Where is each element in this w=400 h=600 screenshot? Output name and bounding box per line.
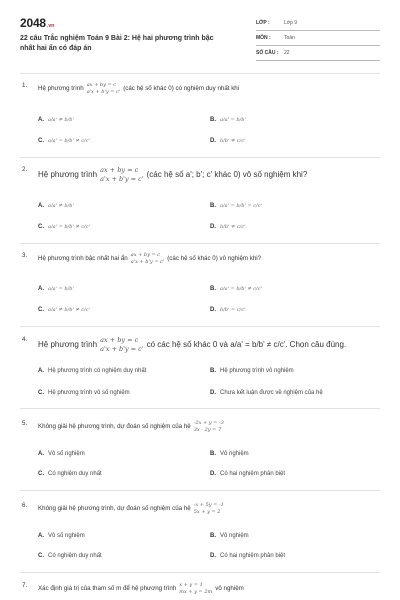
- option-label: A.: [38, 451, 44, 457]
- option-c[interactable]: [38, 553, 102, 559]
- option-label: B.: [210, 286, 216, 292]
- question-text: [38, 336, 346, 353]
- equation-line: a'x + b'y = c': [130, 258, 165, 265]
- site-logo[interactable]: [20, 16, 54, 30]
- option-c[interactable]: [38, 390, 130, 396]
- meta-key: LỚP :: [256, 20, 270, 26]
- divider: [20, 408, 380, 409]
- question-tail: (các hệ số a'; b'; c' khác 0) vô số nghiệm khi?: [146, 170, 308, 179]
- equation-line: 5x + y = 2: [193, 508, 221, 515]
- equation-system: [87, 82, 121, 95]
- question-number: 6.: [22, 502, 28, 509]
- option-text: a/a' = b/b': [220, 117, 246, 123]
- option-a[interactable]: [38, 203, 74, 209]
- option-text: a/a' = b/b' = c/c': [220, 203, 262, 209]
- option-text: Vô số nghiệm: [48, 533, 85, 539]
- meta-key: MÔN :: [256, 35, 271, 41]
- question-tail: vô nghiệm: [215, 585, 244, 592]
- equation-line: 3x - 2y = 7: [193, 426, 222, 433]
- question-text: [38, 252, 261, 265]
- equation-line: -2x + y = -3: [193, 420, 224, 426]
- meta-value: Toán: [284, 35, 295, 41]
- question-lead: Không giải hệ phương trình, dự đoán số nghiệm của hệ: [38, 505, 191, 512]
- equation-line: a'x + b'y = c': [100, 174, 144, 183]
- question-tail: (các hệ số khác 0) có nghiệm duy nhất khi: [123, 85, 240, 92]
- option-text: Vô nghiệm: [220, 451, 249, 457]
- option-label: B.: [210, 368, 216, 374]
- question-number: 1.: [22, 82, 28, 89]
- option-text: Vô nghiệm: [220, 533, 249, 539]
- equation-line: ax + by = c: [130, 252, 161, 258]
- option-c[interactable]: [38, 138, 90, 144]
- equation-line: mx + y = 2m: [179, 588, 213, 595]
- equation-line: ax + by = c: [100, 336, 139, 344]
- option-a[interactable]: [38, 117, 74, 123]
- question-number: 4.: [22, 336, 28, 343]
- option-label: D.: [210, 138, 216, 144]
- equation-line: x + y = 1: [179, 582, 203, 588]
- option-text: a/a' = b/b' ≠ c/c': [48, 138, 90, 144]
- option-b[interactable]: [210, 203, 262, 209]
- option-label: A.: [38, 368, 44, 374]
- question-text: [38, 420, 227, 433]
- equation-system: [194, 420, 224, 433]
- logo-suffix: .vn: [46, 23, 55, 29]
- question-number: 5.: [22, 420, 28, 427]
- option-label: B.: [210, 533, 216, 539]
- option-label: D.: [210, 390, 216, 396]
- option-b[interactable]: [210, 286, 262, 292]
- meta-value: 22: [284, 50, 290, 56]
- option-b[interactable]: [210, 368, 294, 374]
- equation-system: [194, 502, 224, 515]
- option-text: Vô số nghiệm: [48, 451, 85, 457]
- divider: [20, 157, 380, 158]
- meta-count: [256, 46, 380, 61]
- question-number: 7.: [22, 582, 28, 589]
- option-text: Có hai nghiệm phân biệt: [220, 553, 286, 559]
- equation-line: a'x + b'y = c': [100, 344, 144, 353]
- option-label: A.: [38, 117, 44, 123]
- document-title: 22 câu Trắc nghiệm Toán 9 Bài 2: Hệ hai phương trình bậc nhất hai ẩn có đáp án: [20, 35, 214, 52]
- question-lead: Hệ phương trình bậc nhất hai ẩn: [38, 255, 128, 262]
- option-text: a/a' = b/b' ≠ c/c': [48, 224, 90, 230]
- option-label: D.: [210, 553, 216, 559]
- question-number: 2.: [22, 166, 28, 173]
- option-d[interactable]: [210, 307, 246, 313]
- question-lead: Hệ phương trình: [38, 85, 84, 92]
- divider: [20, 326, 380, 327]
- option-text: Có nghiệm duy nhất: [48, 471, 102, 477]
- option-text: a/a' ≠ b/b': [48, 203, 74, 209]
- option-a[interactable]: [38, 286, 74, 292]
- option-text: Chưa kết luận được về nghiệm của hệ: [220, 390, 323, 396]
- equation-system: [100, 336, 144, 353]
- option-b[interactable]: [210, 451, 249, 457]
- option-c[interactable]: [38, 307, 90, 313]
- option-text: b/b' ≠ c/c': [220, 138, 246, 144]
- option-d[interactable]: [210, 553, 285, 559]
- option-label: C.: [38, 224, 44, 230]
- option-text: a/a' ≠ b/b' ≠ c/c': [48, 307, 90, 313]
- question-lead: Xác định giá trị của tham số m để hệ phương trình: [38, 585, 177, 592]
- divider: [20, 572, 380, 573]
- meta-class: [256, 16, 380, 31]
- meta-key: SỐ CÂU :: [256, 50, 279, 56]
- option-label: B.: [210, 451, 216, 457]
- question-tail: có các hệ số khác 0 và a/a' = b/b' ≠ c/c'. Chọn câu đúng.: [146, 340, 347, 349]
- equation-system: [100, 166, 144, 183]
- option-label: C.: [38, 138, 44, 144]
- option-label: A.: [38, 286, 44, 292]
- option-label: B.: [210, 203, 216, 209]
- option-label: A.: [38, 533, 44, 539]
- option-d[interactable]: [210, 471, 285, 477]
- meta-subject: [256, 31, 380, 46]
- question-lead: Không giải hệ phương trình, dự đoán số nghiệm của hệ: [38, 423, 191, 430]
- option-text: Có nghiệm duy nhất: [48, 553, 102, 559]
- option-text: b/b' ≠ c/c': [220, 224, 246, 230]
- option-a[interactable]: [38, 533, 85, 539]
- option-d[interactable]: [210, 390, 323, 396]
- option-label: C.: [38, 390, 44, 396]
- question-lead: Hệ phương trình: [38, 340, 98, 349]
- option-text: Hệ phương trình vô nghiệm: [220, 368, 294, 374]
- option-c[interactable]: [38, 471, 102, 477]
- option-text: a/a' = b/b': [48, 286, 74, 292]
- divider: [20, 490, 380, 491]
- equation-system: [131, 252, 165, 265]
- question-tail: (các hệ số khác 0) vô nghiệm khi?: [167, 255, 262, 262]
- equation-system: [179, 582, 212, 595]
- question-text: [38, 582, 244, 595]
- option-label: B.: [210, 117, 216, 123]
- option-c[interactable]: [38, 224, 90, 230]
- option-label: D.: [210, 224, 216, 230]
- question-text: [38, 502, 227, 515]
- equation-line: a'x + b'y = c': [86, 88, 121, 95]
- option-text: Hệ phương trình vô số nghiệm: [48, 390, 130, 396]
- option-label: A.: [38, 203, 44, 209]
- divider: [20, 243, 380, 244]
- option-label: C.: [38, 553, 44, 559]
- option-label: D.: [210, 307, 216, 313]
- document-header: [0, 0, 400, 62]
- option-b[interactable]: [210, 117, 246, 123]
- question-number: 3.: [22, 252, 28, 259]
- question-text: [38, 82, 239, 95]
- option-text: a/a' = b/b' ≠ c/c': [220, 286, 262, 292]
- option-text: b/b' = c/c': [220, 307, 246, 313]
- option-b[interactable]: [210, 533, 249, 539]
- equation-line: -x + 5y = -1: [193, 502, 224, 508]
- logo-text: 2048: [20, 16, 46, 30]
- option-d[interactable]: [210, 224, 246, 230]
- question-text: [38, 166, 307, 183]
- option-a[interactable]: [38, 451, 85, 457]
- meta-value: Lớp 9: [284, 20, 298, 26]
- option-label: D.: [210, 471, 216, 477]
- option-text: Hệ phương trình có nghiệm duy nhất: [48, 368, 147, 374]
- option-label: C.: [38, 307, 44, 313]
- question-lead: Hệ phương trình: [38, 170, 98, 179]
- option-text: Có hai nghiệm phân biệt: [220, 471, 286, 477]
- divider: [20, 73, 380, 74]
- option-d[interactable]: [210, 138, 246, 144]
- option-label: C.: [38, 471, 44, 477]
- option-a[interactable]: [38, 368, 146, 374]
- equation-line: ax + by = c: [86, 82, 117, 88]
- option-text: a/a' ≠ b/b': [48, 117, 74, 123]
- equation-line: ax + by = c: [100, 166, 139, 174]
